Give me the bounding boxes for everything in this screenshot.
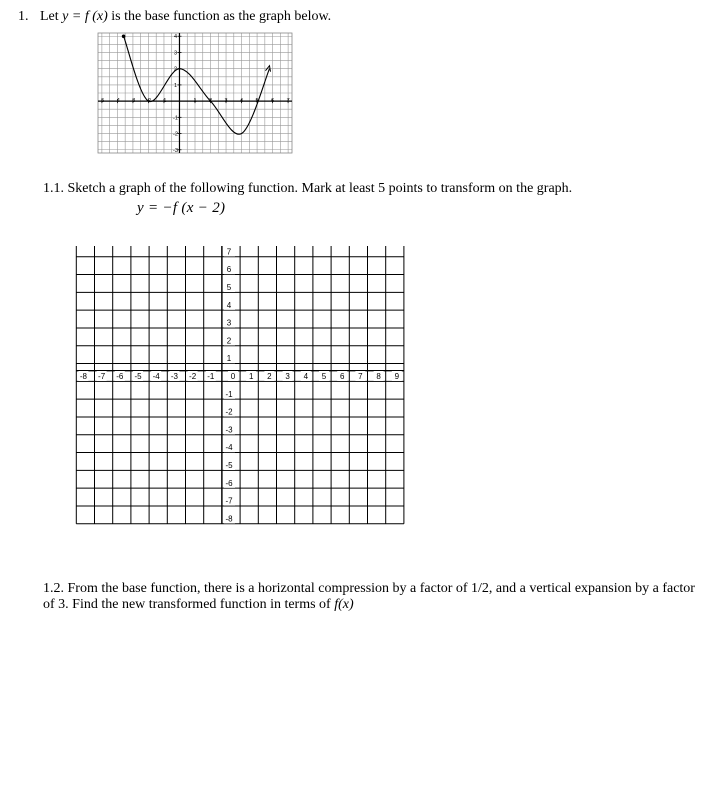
x-tick-label: 7 [358, 372, 363, 381]
x-tick-label: -5 [99, 98, 105, 105]
base-function-graph [92, 28, 298, 158]
answer-grid[interactable] [79, 231, 416, 527]
y-tick-label: 1 [226, 354, 232, 364]
x-tick-label: 3 [285, 372, 290, 381]
x-tick-label: -1 [207, 372, 215, 381]
x-tick-label: -2 [145, 98, 151, 105]
y-tick-label: -1 [225, 389, 233, 399]
y-tick-label: -1 [173, 115, 178, 122]
x-tick-label: -3 [170, 372, 178, 381]
function-curve [124, 36, 270, 134]
x-tick-label: 1 [193, 98, 197, 105]
question-1-2-text: 1.2. From the base function, there is a horizontal compression by a factor of 1/2, and a vertical expansion by a factor of 3. Find the new transformed function in terms of [43, 581, 695, 612]
x-tick-label: 4 [303, 372, 309, 381]
curve-start-point [122, 34, 126, 38]
x-tick-label: -8 [79, 372, 87, 381]
x-tick-label: -1 [161, 98, 167, 105]
question-number: 1. [18, 9, 29, 24]
y-tick-label: -4 [225, 443, 233, 453]
x-tick-label: 2 [267, 372, 272, 381]
y-tick-label: 2 [226, 336, 232, 346]
y-tick-label: 6 [226, 265, 232, 275]
y-tick-label: 3 [173, 50, 178, 57]
y-tick-label: 5 [226, 283, 232, 292]
x-tick-label: -5 [134, 372, 142, 381]
question-1-2 [43, 581, 703, 613]
x-tick-label: -4 [114, 98, 120, 105]
x-tick-label: 2 [208, 98, 213, 105]
y-tick-label: -8 [225, 514, 233, 524]
question-1-1: 1.1. Sketch a graph of the following function. Mark at least 5 points to transform on the graph. [43, 181, 573, 196]
x-tick-label: -3 [130, 98, 136, 105]
question-1 [18, 9, 331, 25]
y-tick-label: 1 [173, 82, 178, 89]
x-tick-label: 6 [271, 98, 275, 105]
y-tick-label: 2 [173, 66, 178, 73]
x-tick-label: -7 [98, 372, 106, 381]
x-tick-label: 4 [240, 98, 244, 105]
x-tick-label: 8 [376, 372, 381, 381]
y-tick-label: 7 [226, 247, 232, 257]
transform-equation: y = −f (x − 2) [137, 200, 226, 216]
x-tick-label: 6 [339, 372, 345, 381]
y-tick-label: -5 [225, 461, 233, 470]
x-tick-label: 3 [224, 98, 228, 105]
question-text-suffix: is the base function as the graph below. [107, 9, 332, 24]
y-tick-label: -2 [173, 131, 178, 138]
y-tick-label: 4 [226, 300, 232, 310]
y-tick-label: -3 [173, 147, 178, 154]
x-tick-label: 5 [321, 372, 327, 381]
y-tick-label: -6 [225, 478, 233, 488]
question-text-prefix: Let [40, 9, 63, 24]
question-1-2-function: f(x) [334, 597, 354, 612]
x-tick-label: -2 [189, 372, 197, 381]
x-tick-label: 1 [248, 372, 254, 381]
x-tick-label: -6 [116, 372, 124, 381]
y-tick-label: -2 [225, 407, 233, 417]
x-tick-label: 9 [394, 372, 400, 381]
y-tick-label: 3 [226, 318, 232, 328]
y-tick-label: 4 [173, 34, 178, 41]
y-tick-label: -3 [225, 425, 233, 435]
function-definition: y = f (x) [62, 9, 108, 24]
y-tick-label: -7 [225, 496, 233, 506]
x-tick-label: 5 [255, 98, 259, 105]
x-tick-label: 0 [230, 372, 236, 381]
x-tick-label: -4 [152, 372, 160, 381]
x-tick-label: 7 [286, 98, 290, 105]
